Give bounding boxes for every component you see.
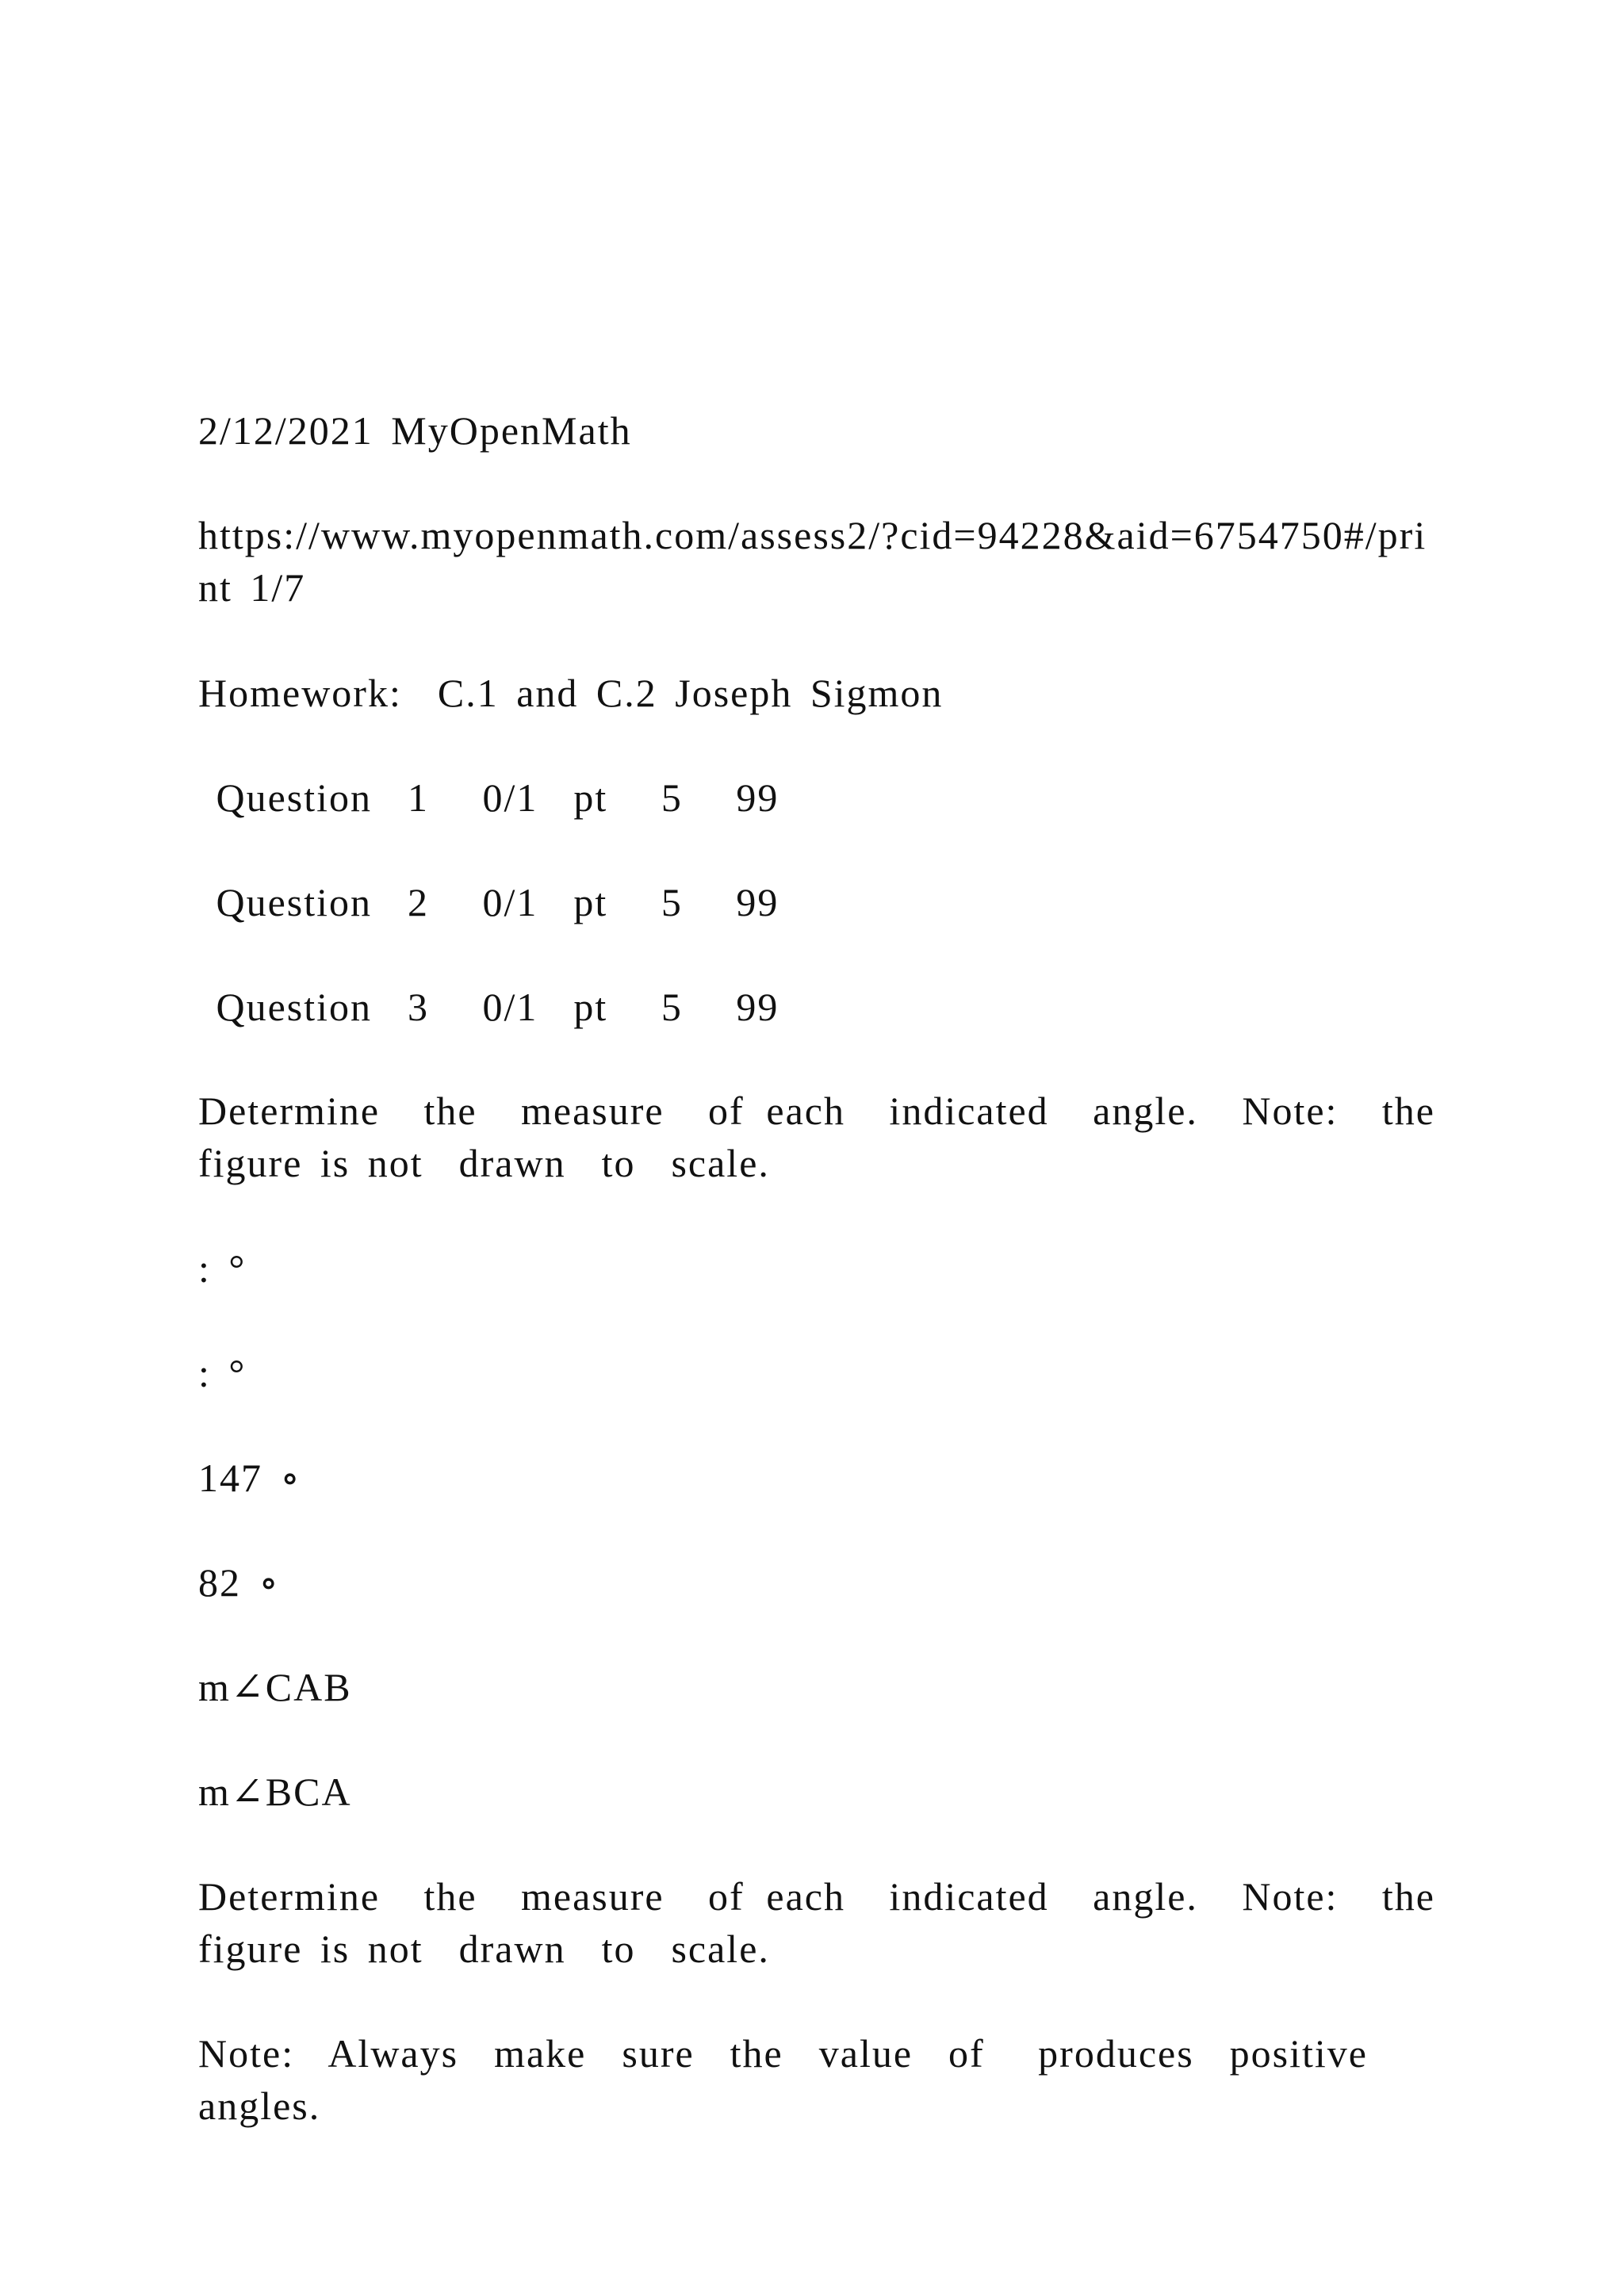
instruction-text-1: Determine the measure of each indicated angle. Note: the figure is not drawn to scale. bbox=[198, 1089, 1471, 1185]
positive-angles-note: Note: Always make sure the value of produces positive angles. bbox=[198, 2031, 1404, 2128]
question-2-status: Question 2 0/1 pt 5 99 bbox=[198, 880, 779, 924]
angle-label-cab: m∠CAB bbox=[198, 1665, 352, 1709]
question-1-status: Question 1 0/1 pt 5 99 bbox=[198, 775, 779, 820]
angle-label-bca: m∠BCA bbox=[198, 1770, 352, 1814]
given-angle-147: 147 ∘ bbox=[198, 1456, 302, 1500]
header-date-site: 2/12/2021 MyOpenMath bbox=[198, 408, 632, 453]
answer-blank-2: : ° bbox=[198, 1351, 247, 1395]
given-angle-82: 82 ∘ bbox=[198, 1560, 281, 1605]
assignment-title: Homework: C.1 and C.2 Joseph Sigmon bbox=[198, 671, 944, 715]
question-3-status: Question 3 0/1 pt 5 99 bbox=[198, 985, 779, 1029]
instruction-text-2: Determine the measure of each indicated angle. Note: the figure is not drawn to scale. bbox=[198, 1874, 1471, 1971]
header-url: https://www.myopenmath.com/assess2/?cid=94228&aid=6754750#/print 1/7 bbox=[198, 513, 1427, 610]
answer-blank-1: : ° bbox=[198, 1246, 247, 1291]
